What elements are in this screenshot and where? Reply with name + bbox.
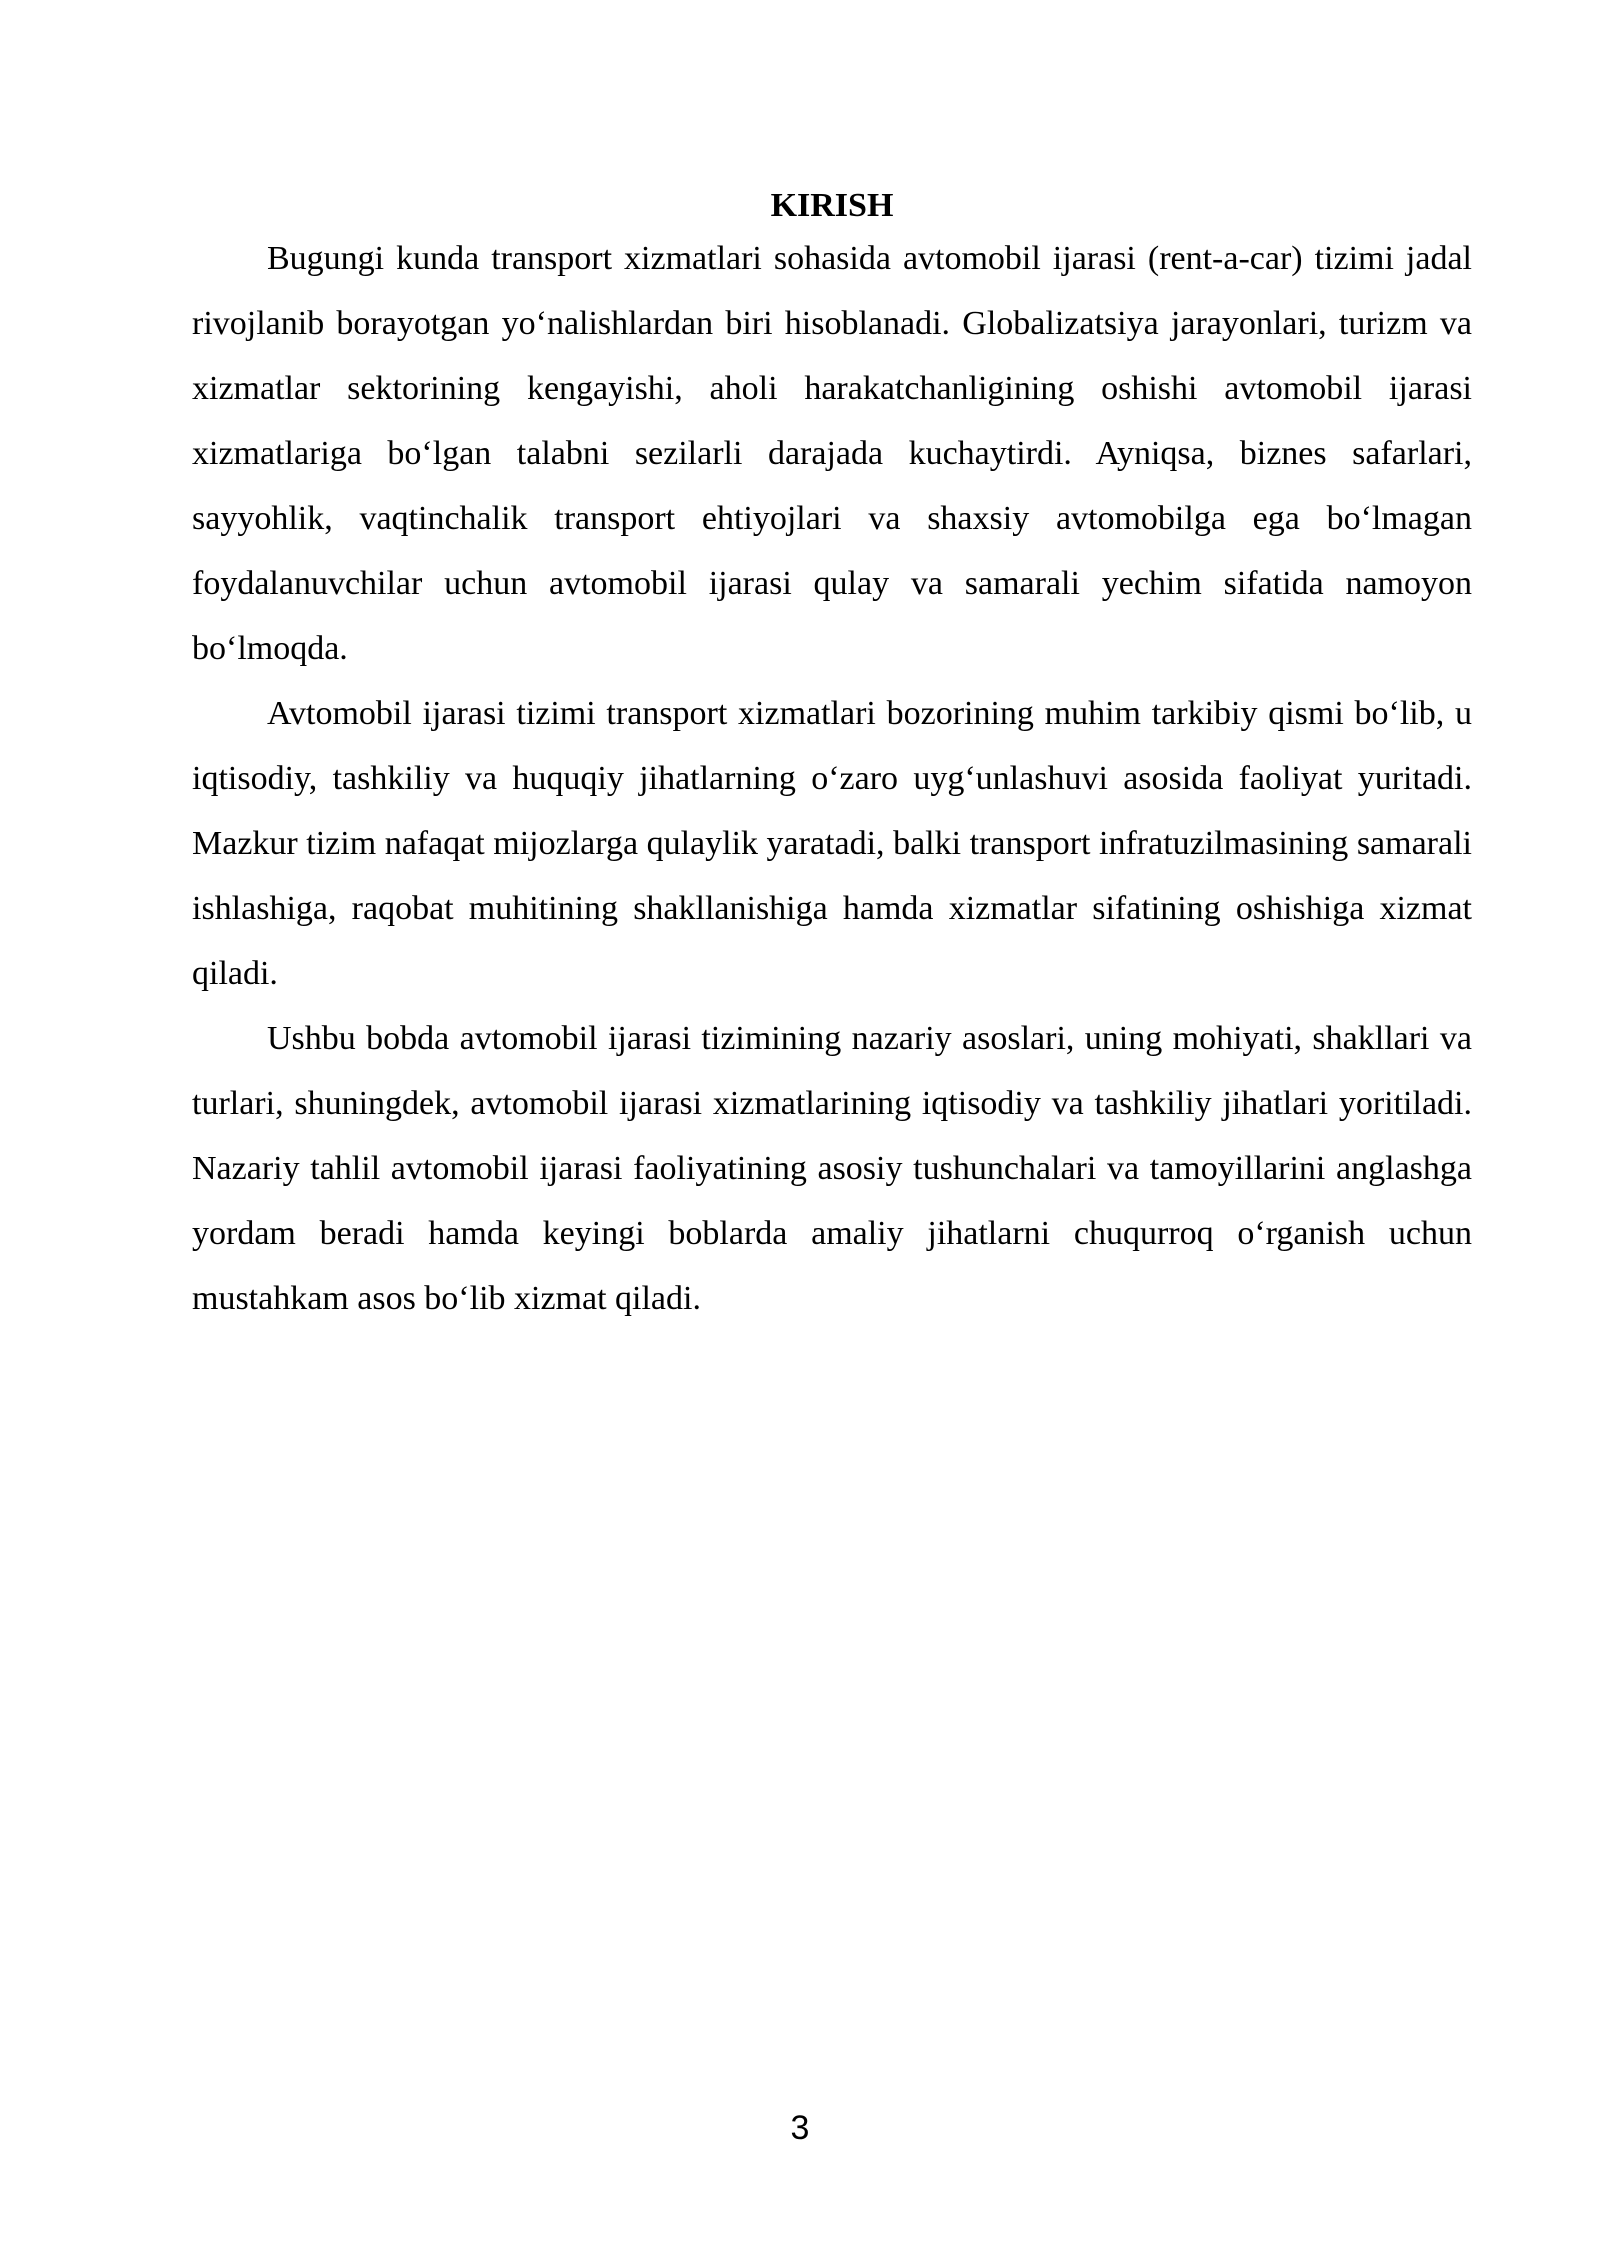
page-content [192,186,1472,1331]
section-title: KIRISH [770,187,894,224]
paragraph-system: Avtomobil ijarasi tizimi transport xizmatlari bozorining muhim tarkibiy qismi boʻlib, u iqtisodiy, tashkiliy va huquqiy jihatlarning oʻzaro uygʻunlashuvi asosida faoliyat yuritadi. Mazkur tizim nafaqat mijozlarga qulaylik yaratadi, balki transport infratuzilmasining samarali ishlashiga, raqobat muhitining shakllanishiga hamda xizmatlar sifatining oshishiga xizmat qiladi. [192,695,1472,992]
page-number: 3 [790,2109,810,2147]
paragraph-chapter-overview: Ushbu bobda avtomobil ijarasi tizimining nazariy asoslari, uning mohiyati, shakllari va turlari, shuningdek, avtomobil ijarasi xizmatlarining iqtisodiy va tashkiliy jihatlari yoritiladi. Nazariy tahlil avtomobil ijarasi faoliyatining asosiy tushunchalari va tamoyillarini anglashga yordam beradi hamda keyingi boblarda amaliy jihatlarni chuqurroq oʻrganish uchun mustahkam asos boʻlib xizmat qiladi. [192,1020,1472,1317]
paragraph-intro: Bugungi kunda transport xizmatlari sohasida avtomobil ijarasi (rent-a-car) tizimi jadal rivojlanib borayotgan yoʻnalishlardan biri hisoblanadi. Globalizatsiya jarayonlari, turizm va xizmatlar sektorining kengayishi, aholi harakatchanligining oshishi avtomobil ijarasi xizmatlariga boʻlgan talabni sezilarli darajada kuchaytirdi. Ayniqsa, biznes safarlari, sayyohlik, vaqtinchalik transport ehtiyojlari va shaxsiy avtomobilga ega boʻlmagan foydalanuvchilar uchun avtomobil ijarasi qulay va samarali yechim sifatida namoyon boʻlmoqda. [192,240,1472,667]
